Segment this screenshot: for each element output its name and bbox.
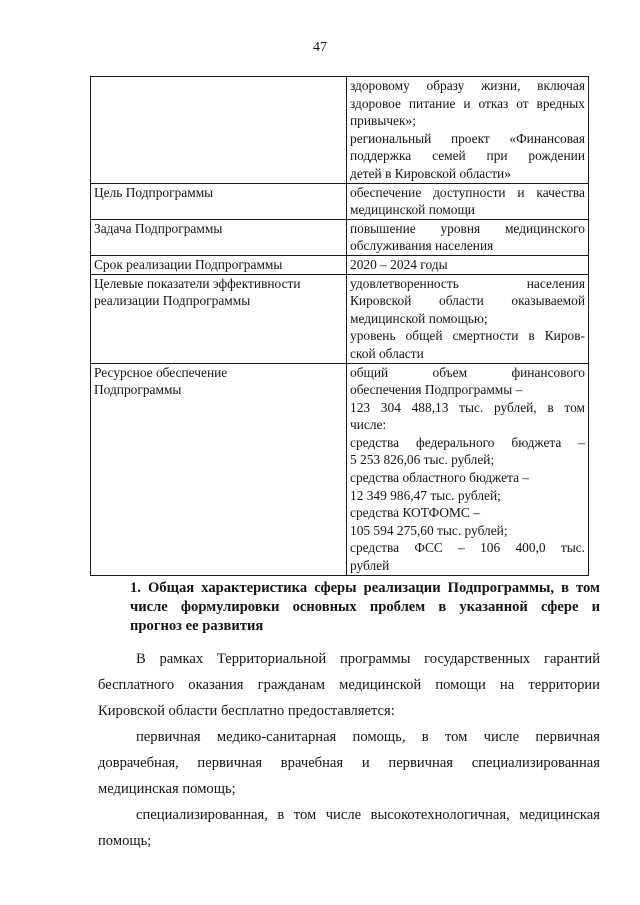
heading-line: числе формулировки основных проблем в указанной сфере и	[130, 599, 600, 615]
text-line: Целевые показатели эффективности	[94, 275, 301, 291]
table-row-indicators	[91, 274, 589, 363]
paragraph-line: В рамках Территориальной программы государственных гарантий	[136, 651, 600, 667]
task-value	[347, 219, 589, 255]
text-line: средства ФСС – 106 400,0 тыс.	[350, 540, 585, 556]
text-line: общий объем финансового	[350, 364, 585, 380]
page-number: 47	[313, 40, 327, 55]
text-line: 105 594 275,60 тыс. рублей;	[350, 522, 508, 538]
text-line: средства областного бюджета –	[350, 470, 530, 486]
text-line: здоровое питание и отказ от вредных	[350, 95, 585, 111]
text-line: ской области	[350, 345, 424, 361]
indicators-label	[91, 274, 347, 363]
text-line: средства федерального бюджета –	[350, 434, 585, 450]
paragraph-line: первичная медико-санитарная помощь, в том числе первичная	[136, 729, 600, 745]
text-line: медицинской помощью;	[350, 310, 488, 326]
text-line: здоровому образу жизни, включая	[350, 78, 585, 93]
text-line: детей в Кировской области»	[350, 165, 511, 181]
text-line: 5 253 826,06 тыс. рублей;	[350, 452, 495, 468]
paragraph-line: помощь;	[98, 833, 152, 849]
paragraph-primary-care	[98, 724, 600, 802]
text-line: 123 304 488,13 тыс. рублей, в том	[350, 399, 585, 415]
paragraph-line: медицинская помощь;	[98, 781, 236, 797]
text-line: 12 349 986,47 тыс. рублей;	[350, 487, 501, 503]
paragraph-line: доврачебная, первичная врачебная и первичная специализированная	[98, 755, 600, 771]
table-row-task	[91, 219, 589, 255]
text-line: числе:	[350, 417, 387, 433]
table-row-term	[91, 255, 589, 274]
text-line: Кировской области оказываемой	[350, 293, 585, 309]
goal-label: Цель Подпрограммы	[91, 183, 347, 219]
term-label: Срок реализации Подпрограммы	[91, 255, 347, 274]
goal-value	[347, 183, 589, 219]
resources-label	[91, 363, 347, 575]
indicators-value	[347, 274, 589, 363]
text-line: обслуживания населения	[350, 238, 494, 254]
text-line: повышение уровня медицинского	[350, 220, 585, 236]
table-cell-empty	[91, 77, 347, 184]
text-line: обеспечения Подпрограммы –	[350, 382, 523, 398]
section-heading	[130, 579, 600, 636]
text-line: обеспечение доступности и качества	[350, 184, 585, 200]
paragraph-specialized-care	[98, 802, 600, 854]
text-line: уровень общей смертности в Киров-	[350, 328, 585, 344]
table-row-resources	[91, 363, 589, 575]
text-line: удовлетворенность населения	[350, 275, 585, 291]
table-row-goal	[91, 183, 589, 219]
task-label: Задача Подпрограммы	[91, 219, 347, 255]
text-line: Подпрограммы	[94, 382, 182, 398]
paragraph-line: специализированная, в том числе высокотехнологичная, медицинская	[136, 807, 600, 823]
heading-line: прогноз ее развития	[130, 618, 264, 634]
heading-line: 1. Общая характеристика сферы реализации Подпрограммы, в том	[130, 580, 600, 596]
subprogram-passport-table	[90, 76, 589, 576]
text-line: Ресурсное обеспечение	[94, 364, 228, 380]
paragraph-territorial-program	[98, 646, 600, 724]
table-cell-continuation	[347, 77, 589, 184]
text-line: рублей	[350, 558, 390, 574]
text-line: средства КОТФОМС –	[350, 505, 480, 521]
text-line: медицинской помощи	[350, 202, 475, 218]
text-line: региональный проект «Финансовая	[350, 130, 585, 146]
text-line: привычек»;	[350, 113, 416, 129]
text-line: поддержка семей при рождении	[350, 148, 585, 164]
term-value: 2020 – 2024 годы	[347, 255, 589, 274]
table-row-continuation	[91, 77, 589, 184]
resources-value	[347, 363, 589, 575]
text-line: реализации Подпрограммы	[94, 293, 251, 309]
paragraph-line: Кировской области бесплатно предоставляется:	[98, 703, 395, 719]
paragraph-line: бесплатного оказания гражданам медицинской помощи на территории	[98, 677, 600, 693]
